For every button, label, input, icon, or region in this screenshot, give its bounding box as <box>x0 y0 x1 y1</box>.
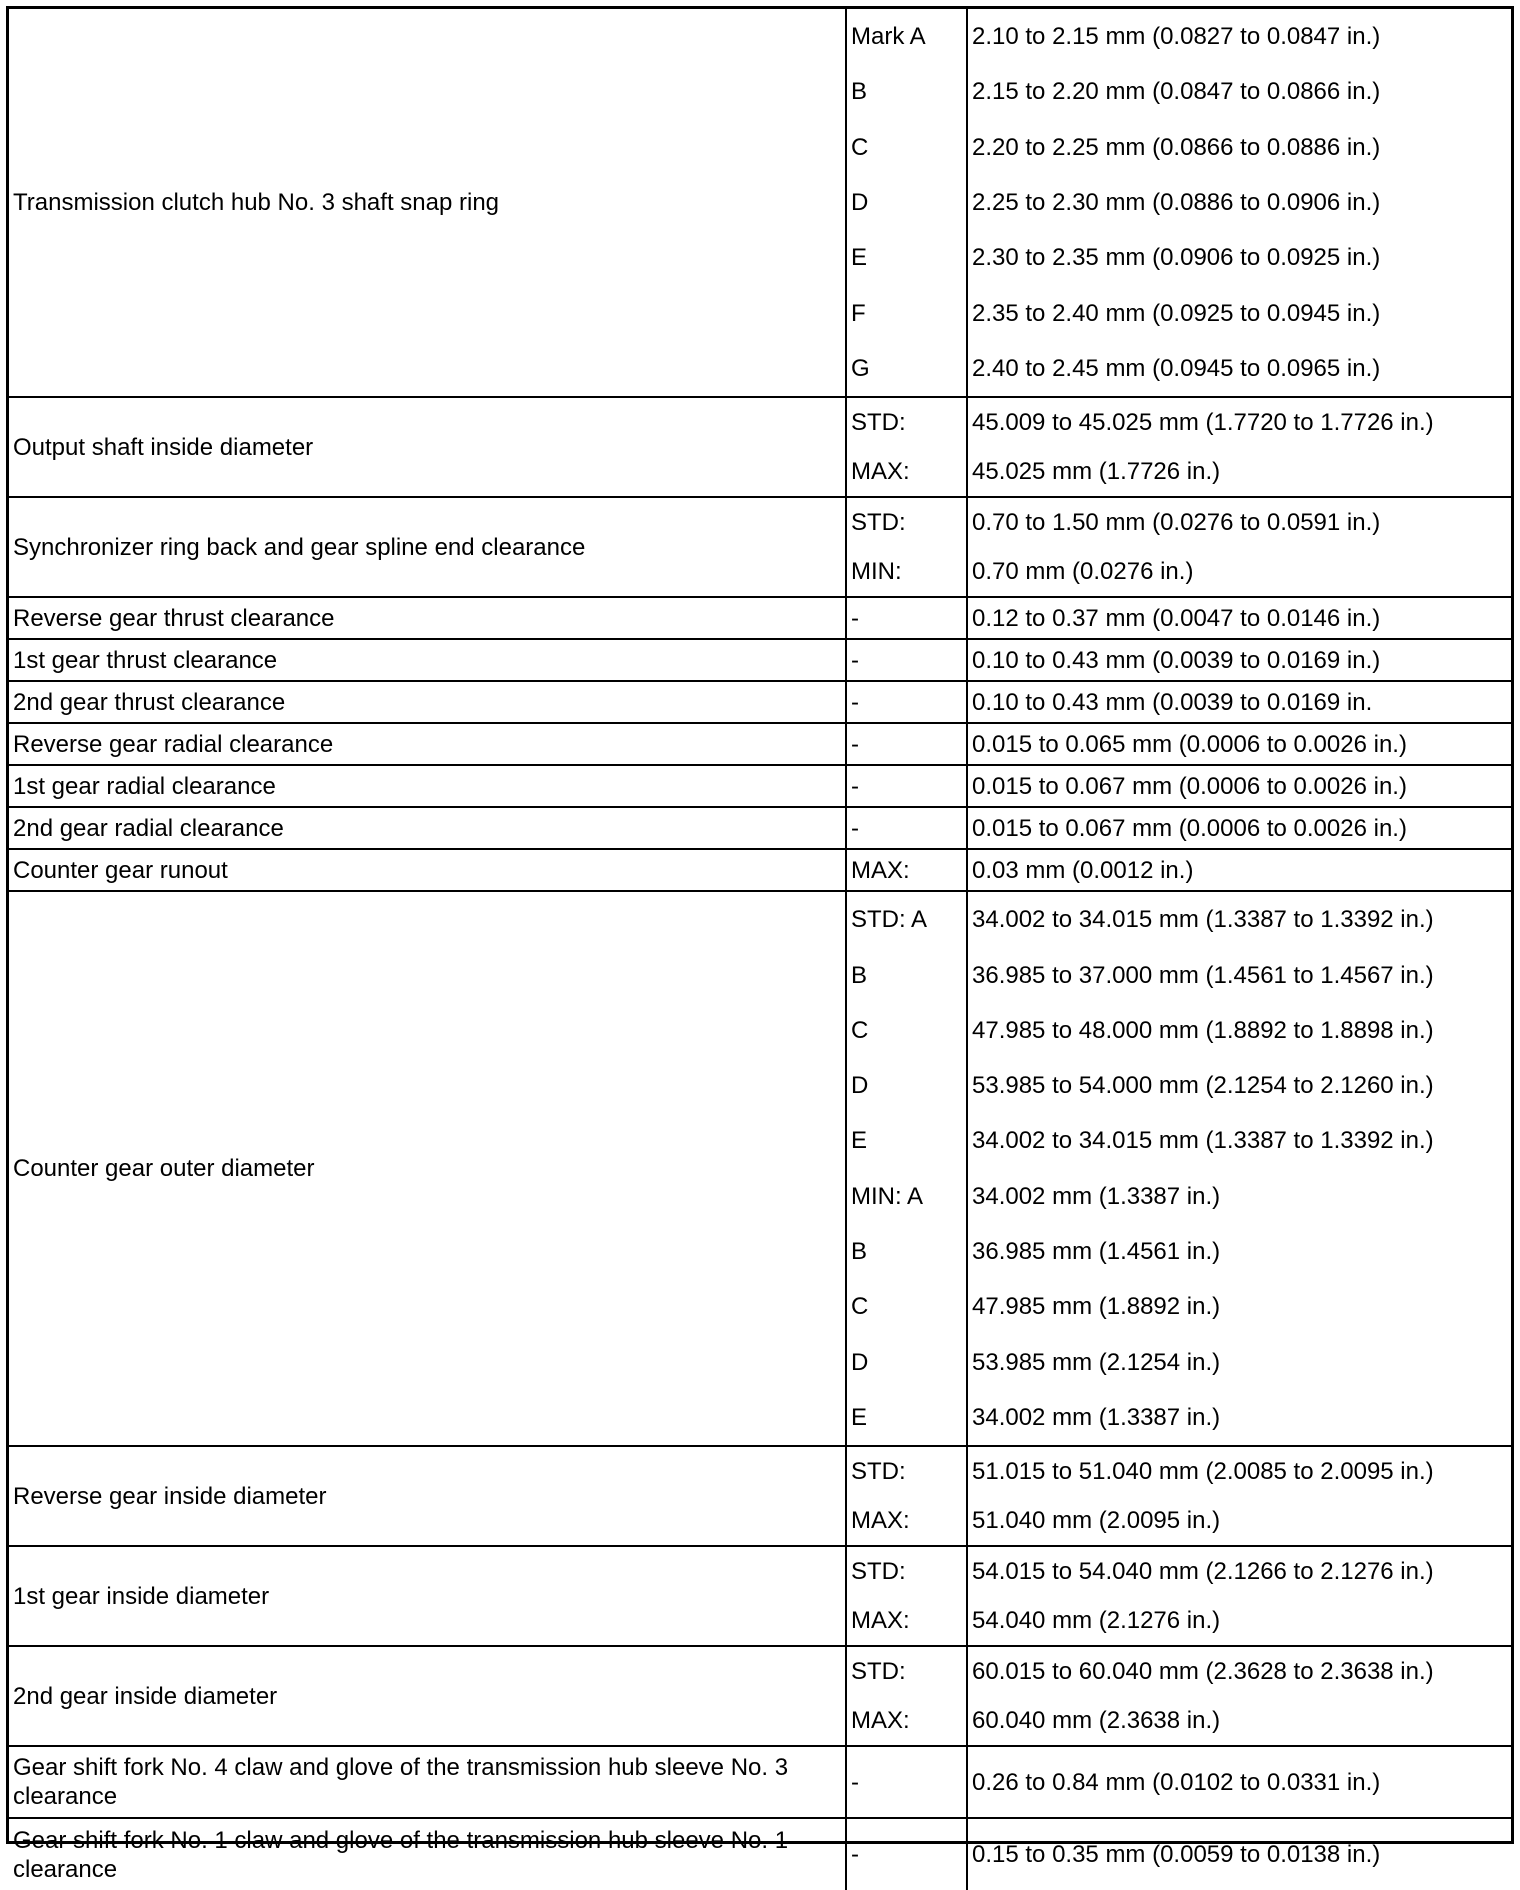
spec-value: 0.70 mm (0.0276 in.) <box>972 558 1194 586</box>
spec-mark: MAX: <box>851 1607 910 1635</box>
spec-mark-cell: - <box>846 807 967 849</box>
spec-item: Reverse gear thrust clearance <box>9 597 846 639</box>
specification-table-body <box>9 9 1511 1890</box>
spec-value: 53.985 mm (2.1254 in.) <box>972 1348 1221 1376</box>
spec-value-cell <box>967 9 1511 397</box>
spec-mark: STD: <box>851 409 906 437</box>
spec-mark: G <box>851 354 870 382</box>
spec-value-cell: 0.12 to 0.37 mm (0.0047 to 0.0146 in.) <box>967 597 1511 639</box>
spec-mark: B <box>851 961 868 989</box>
spec-mark-cell <box>846 397 967 497</box>
spec-row <box>9 9 1511 397</box>
spec-mark: C <box>851 1016 869 1044</box>
spec-row <box>9 723 1511 765</box>
spec-mark: STD: A <box>851 906 928 934</box>
spec-value-cell <box>967 1546 1511 1646</box>
spec-row <box>9 891 1511 1446</box>
spec-value: 34.002 to 34.015 mm (1.3387 to 1.3392 in.) <box>972 1127 1434 1155</box>
spec-value: 60.015 to 60.040 mm (2.3628 to 2.3638 in.) <box>972 1658 1434 1686</box>
spec-mark: MAX: <box>851 458 910 486</box>
spec-value: 53.985 to 54.000 mm (2.1254 to 2.1260 in.) <box>972 1072 1434 1100</box>
spec-value-cell <box>967 1646 1511 1746</box>
spec-value: 2.35 to 2.40 mm (0.0925 to 0.0945 in.) <box>972 299 1381 327</box>
spec-value: 2.10 to 2.15 mm (0.0827 to 0.0847 in.) <box>972 23 1381 51</box>
spec-item: 2nd gear inside diameter <box>9 1646 846 1746</box>
spec-mark-cell: - <box>846 765 967 807</box>
spec-mark-cell: MAX: <box>846 849 967 891</box>
spec-item: Reverse gear inside diameter <box>9 1446 846 1546</box>
spec-value: 36.985 to 37.000 mm (1.4561 to 1.4567 in.) <box>972 961 1434 989</box>
spec-item: 2nd gear thrust clearance <box>9 681 846 723</box>
spec-mark: STD: <box>851 509 906 537</box>
spec-mark-cell: - <box>846 597 967 639</box>
spec-value-cell <box>967 1446 1511 1546</box>
spec-item: 1st gear thrust clearance <box>9 639 846 681</box>
spec-value: 34.002 mm (1.3387 in.) <box>972 1403 1221 1431</box>
spec-item: Counter gear outer diameter <box>9 891 846 1446</box>
spec-mark: C <box>851 133 869 161</box>
spec-mark: D <box>851 189 869 217</box>
spec-mark: E <box>851 1403 868 1431</box>
spec-row <box>9 1646 1511 1746</box>
spec-row <box>9 765 1511 807</box>
spec-row <box>9 1446 1511 1546</box>
spec-mark: Mark A <box>851 23 926 51</box>
spec-value: 51.015 to 51.040 mm (2.0085 to 2.0095 in.) <box>972 1458 1434 1486</box>
spec-value-cell: 0.03 mm (0.0012 in.) <box>967 849 1511 891</box>
spec-mark: B <box>851 1238 868 1265</box>
spec-mark: MIN: A <box>851 1182 924 1210</box>
spec-mark-cell: - <box>846 723 967 765</box>
spec-mark-cell <box>846 9 967 397</box>
spec-mark-cell: - <box>846 1746 967 1818</box>
spec-value: 0.70 to 1.50 mm (0.0276 to 0.0591 in.) <box>972 509 1381 537</box>
spec-item: Reverse gear radial clearance <box>9 723 846 765</box>
spec-item: Gear shift fork No. 1 claw and glove of the transmission hub sleeve No. 1 clearance <box>9 1818 846 1890</box>
spec-mark-cell <box>846 1446 967 1546</box>
spec-item: Synchronizer ring back and gear spline end clearance <box>9 497 846 597</box>
spec-value-cell: 0.26 to 0.84 mm (0.0102 to 0.0331 in.) <box>967 1746 1511 1818</box>
spec-value-cell: 0.015 to 0.065 mm (0.0006 to 0.0026 in.) <box>967 723 1511 765</box>
spec-item: Gear shift fork No. 4 claw and glove of the transmission hub sleeve No. 3 clearance <box>9 1746 846 1818</box>
spec-row <box>9 1746 1511 1818</box>
spec-row <box>9 1818 1511 1890</box>
spec-value-cell: 0.015 to 0.067 mm (0.0006 to 0.0026 in.) <box>967 765 1511 807</box>
spec-sheet <box>6 6 1514 1883</box>
spec-value-cell: 0.015 to 0.067 mm (0.0006 to 0.0026 in.) <box>967 807 1511 849</box>
spec-mark-cell <box>846 891 967 1446</box>
spec-value: 60.040 mm (2.3638 in.) <box>972 1707 1221 1735</box>
spec-mark: D <box>851 1348 869 1376</box>
spec-mark: B <box>851 78 868 106</box>
spec-mark: F <box>851 299 866 327</box>
specification-table <box>9 9 1511 1890</box>
spec-value: 47.985 to 48.000 mm (1.8892 to 1.8898 in.) <box>972 1016 1434 1044</box>
spec-value: 51.040 mm (2.0095 in.) <box>972 1507 1221 1535</box>
spec-value: 2.30 to 2.35 mm (0.0906 to 0.0925 in.) <box>972 244 1381 272</box>
spec-mark-cell: - <box>846 639 967 681</box>
spec-mark-cell <box>846 1546 967 1646</box>
spec-row <box>9 639 1511 681</box>
spec-value: 54.040 mm (2.1276 in.) <box>972 1607 1221 1635</box>
spec-item: Counter gear runout <box>9 849 846 891</box>
spec-mark-cell <box>846 497 967 597</box>
spec-mark: STD: <box>851 1658 906 1686</box>
spec-value: 45.025 mm (1.7726 in.) <box>972 458 1221 486</box>
spec-item: Output shaft inside diameter <box>9 397 846 497</box>
spec-value: 2.20 to 2.25 mm (0.0866 to 0.0886 in.) <box>972 133 1381 161</box>
spec-value-cell: 0.10 to 0.43 mm (0.0039 to 0.0169 in. <box>967 681 1511 723</box>
spec-mark-cell <box>846 1646 967 1746</box>
spec-value: 45.009 to 45.025 mm (1.7720 to 1.7726 in.) <box>972 409 1434 437</box>
spec-value: 54.015 to 54.040 mm (2.1266 to 2.1276 in.) <box>972 1558 1434 1586</box>
spec-mark: MIN: <box>851 558 902 586</box>
spec-mark: C <box>851 1293 869 1321</box>
spec-value: 2.15 to 2.20 mm (0.0847 to 0.0866 in.) <box>972 78 1381 106</box>
spec-item: Transmission clutch hub No. 3 shaft snap ring <box>9 9 846 397</box>
spec-row <box>9 681 1511 723</box>
spec-value: 36.985 mm (1.4561 in.) <box>972 1238 1221 1265</box>
spec-value: 34.002 mm (1.3387 in.) <box>972 1182 1221 1210</box>
spec-value-cell <box>967 497 1511 597</box>
spec-item: 1st gear inside diameter <box>9 1546 846 1646</box>
spec-mark: STD: <box>851 1558 906 1586</box>
spec-mark: STD: <box>851 1458 906 1486</box>
spec-mark: E <box>851 244 868 272</box>
spec-mark: E <box>851 1127 868 1155</box>
spec-mark-cell: - <box>846 1818 967 1890</box>
spec-row <box>9 397 1511 497</box>
spec-item: 1st gear radial clearance <box>9 765 846 807</box>
spec-value-cell <box>967 891 1511 1446</box>
spec-value: 2.40 to 2.45 mm (0.0945 to 0.0965 in.) <box>972 354 1381 382</box>
spec-mark: MAX: <box>851 1507 910 1535</box>
spec-row <box>9 1546 1511 1646</box>
spec-mark: MAX: <box>851 1707 910 1735</box>
spec-row <box>9 807 1511 849</box>
spec-row <box>9 497 1511 597</box>
spec-value: 2.25 to 2.30 mm (0.0886 to 0.0906 in.) <box>972 189 1381 217</box>
spec-mark-cell: - <box>846 681 967 723</box>
spec-item: 2nd gear radial clearance <box>9 807 846 849</box>
spec-row <box>9 597 1511 639</box>
spec-row <box>9 849 1511 891</box>
spec-value: 47.985 mm (1.8892 in.) <box>972 1293 1221 1321</box>
spec-mark: D <box>851 1072 869 1100</box>
spec-value-cell <box>967 397 1511 497</box>
spec-value: 34.002 to 34.015 mm (1.3387 to 1.3392 in.) <box>972 906 1434 934</box>
spec-value-cell: 0.15 to 0.35 mm (0.0059 to 0.0138 in.) <box>967 1818 1511 1890</box>
spec-value-cell: 0.10 to 0.43 mm (0.0039 to 0.0169 in.) <box>967 639 1511 681</box>
